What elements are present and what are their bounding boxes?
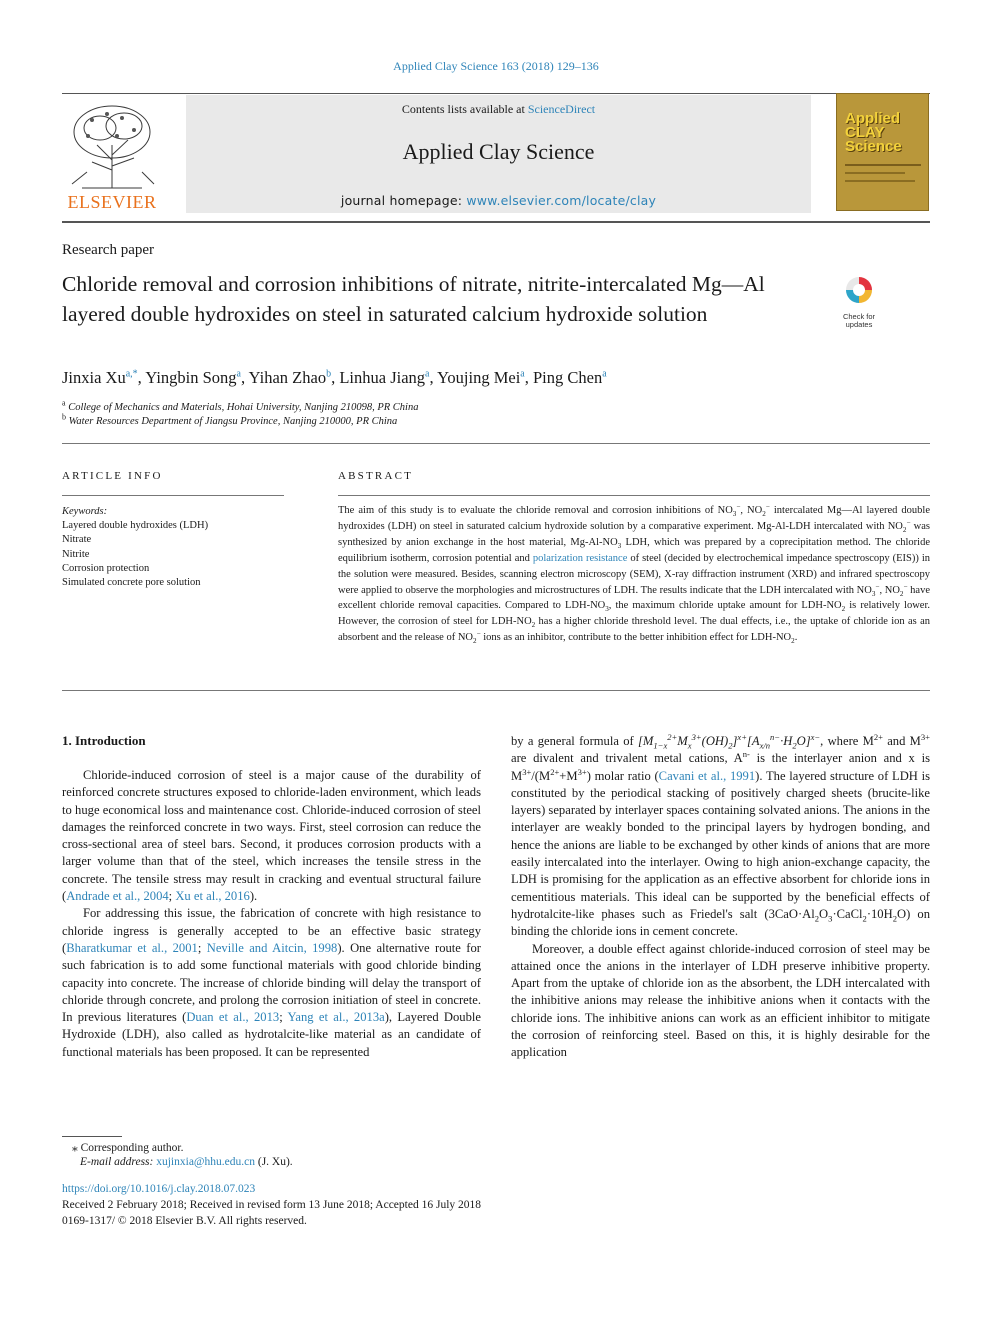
abstract-text: The aim of this study is to evaluate the chloride removal and corrosion inhibitions of $NO_3^-$, $NO_2^-$ intercalated Mg—Al layered double hydroxides (LDH) on steel in saturated calcium hydroxide solution by a comparative experiment. Mg-Al-LDH intercalated with $NO_2^-$ was synthesized by anion exchange in the host material, $Mg-Al-NO_3$ LDH, which was prepared by a coprecipitation method. The chloride equilibrium isotherm, corrosion potential and polarization resistance of steel (decided by electrochemical impedance spectroscopy (EIS)) in the solution were measured. Besides, scanning electron microscopy (SEM), X-ray diffraction instrument (XRD) and infrared spectroscopy were applied to observe the morphologies and microstructures of LDH. The results indicate that the LDH intercalated with $NO_3^-$, $NO_2^-$ have excellent chloride removal capacities. Compared to LDH-$NO_3$, the maximum chloride uptake amount for LDH-$NO_2$ is relatively lower. However, the corrosion of steel for LDH-$NO_2$ has a higher chloride threshold level. The dual effects, i.e., the uptake of chloride ion as an absorbent and the release of $NO_2^-$ ions as an inhibitor, contribute to the better inhibition effect for LDH-$NO_2$. (338, 502, 931, 646)
citation-link[interactable]: Duan et al., 2013 (186, 1010, 280, 1025)
header-bottom-rule (62, 221, 930, 223)
body-left-column (62, 767, 481, 1061)
contents-prefix: Contents lists available at (401, 102, 528, 116)
citation-link[interactable]: Neville and Aitcin, 1998 (206, 940, 338, 955)
article-info-heading: ARTICLE INFO (62, 470, 163, 482)
affiliation (62, 398, 419, 413)
cover-rule (845, 172, 905, 174)
footnote-rule (62, 1136, 122, 1137)
paragraph: Moreover, a double effect against chloride-induced corrosion of steel may be attained once the anions in the interlayer of LDH preserve inhibitive property. Apart from the uptake of chloride ion as the absorbent, the LDH intercalated with the inhibitive anions may release the inhibitive anions when it contacts with the chloride ions. The inhibitive anions can work as an efficient inhibitor to mitigate the corrosion of reinforcing steel. Based on this, it is highly desirable for the application (511, 941, 930, 1060)
keyword: Nitrite (62, 548, 90, 560)
paragraph: Chloride-induced corrosion of steel is a major cause of the durability of reinforced concrete structures exposed to chloride-laden environment, which leads to huge economical loss and maintenance cost. Chloride-induced corrosion of steel damages the reinforced concrete in two ways. First, steel corrosion can reduce the cross-sectional area of steel bars. Second, it produces corrosion products with a larger volume than that of the steel, which increases the tensile stress in the concrete. The tensile stress may result in cracking and eventual structural failure (Andrade et al., 2004; Xu et al., 2016). (62, 768, 481, 904)
title-block-rule (62, 443, 930, 444)
affiliation-text: College of Mechanics and Materials, Hohai University, Nanjing 210098, PR China (68, 402, 419, 413)
citation-link[interactable]: Bharatkumar et al., 2001 (66, 940, 198, 955)
corresponding-author-note: ⁎ Corresponding author. (72, 1142, 184, 1154)
affiliation-mark: b (62, 412, 66, 422)
body-right-column (511, 733, 930, 1062)
sciencedirect-link[interactable]: ScienceDirect (527, 102, 596, 116)
author-affiliation-mark[interactable]: a (602, 368, 607, 380)
contents-line (186, 102, 811, 117)
crossmark-icon (836, 274, 882, 308)
journal-name: Applied Clay Science (402, 139, 595, 164)
author-name[interactable]: Yihan Zhao (248, 368, 327, 387)
article-type: Research paper (62, 242, 155, 258)
author-affiliation-mark[interactable]: a (236, 368, 241, 380)
elsevier-logo (62, 100, 162, 212)
author-affiliation-mark[interactable]: a (520, 368, 525, 380)
copyright: 0169-1317/ © 2018 Elsevier B.V. All rights reserved. (62, 1215, 307, 1227)
abstract-rule (338, 495, 930, 496)
email-note: E-mail address: xujinxia@hhu.edu.cn (J. Xu). (80, 1156, 293, 1168)
author-name[interactable]: Linhua Jiang (339, 368, 426, 387)
homepage-prefix: journal homepage: (340, 193, 467, 208)
received-dates: Received 2 February 2018; Received in revised form 13 June 2018; Accepted 16 July 2018 (62, 1199, 482, 1211)
header-top-rule (62, 93, 930, 94)
keywords-label: Keywords: (62, 506, 108, 517)
keyword: Corrosion protection (62, 562, 150, 574)
author-list: Jinxia $Xu^{a,*}$, Yingbin Song$^a$, Yihan Zhao$^b$, Linhua Jiang$^a$, Youjing Mei$^a$, Ping Chen$^a$ (62, 368, 607, 387)
homepage-line (186, 193, 811, 208)
elsevier-wordmark: ELSEVIER (67, 192, 157, 212)
citation-link[interactable]: Andrade et al., 2004 (66, 889, 169, 904)
journal-citation[interactable]: Applied Clay Science 163 (2018) 129–136 (393, 59, 599, 73)
article-info-rule (62, 495, 284, 496)
citation-link[interactable]: Cavani et al., 1991 (658, 768, 756, 783)
homepage-link[interactable]: www.elsevier.com/locate/clay (466, 193, 657, 208)
check-for-updates-badge[interactable] (836, 274, 882, 329)
author-name[interactable]: Jinxia Xu (62, 368, 126, 387)
cover-rule (845, 164, 921, 166)
section-heading: 1. Introduction (62, 733, 146, 748)
ldh-formula: $[M_{1-x}^{2+}M_x^{3+}(OH)_2]^{x+}[A_{x/n}^{n-}\cdot H_2O]^{x-}$ (638, 731, 821, 751)
cover-rule (845, 180, 915, 182)
author-affiliation-mark[interactable]: a (425, 368, 430, 380)
citation-link[interactable]: Xu et al., 2016 (175, 889, 250, 904)
cover-title: Applied CLAY Science (845, 110, 902, 155)
keywords-list (62, 505, 208, 590)
author-name[interactable]: Youjing Mei (437, 368, 521, 387)
abstract-bottom-rule (62, 690, 930, 691)
keyword: Nitrate (62, 534, 92, 546)
keyword: Simulated concrete pore solution (62, 577, 201, 589)
author-name[interactable]: Ping Chen (532, 368, 603, 387)
author-affiliation-mark[interactable]: b (326, 368, 332, 380)
journal-cover-image (836, 93, 929, 211)
doi-link[interactable]: https://doi.org/10.1016/j.clay.2018.07.023 (62, 1183, 256, 1195)
affiliation-mark: a (62, 398, 66, 408)
author-affiliation-mark[interactable]: a,* (125, 368, 138, 380)
abstract-heading: ABSTRACT (338, 470, 414, 482)
paragraph: For addressing this issue, the fabrication of concrete with high resistance to chloride ingress is generally accepted to be an effective basic strategy (Bharatkumar et al., 2001; Neville and Aitcin, 1998). One alternative route for such fabrication is to add some functional materials with good chloride binding capacity into concrete. The increase of chloride binding will delay the transport of chloride through concrete, and prolong the corrosion initiation of steel in concrete. In previous literatures (Duan et al., 2013; Yang et al., 2013a), Layered Double Hydroxide (LDH), also called as hydrotalcite-like material as an candidate of functional materials has been proposed. It can be represented (62, 906, 481, 1059)
crossmark-label: Check for updates (842, 312, 876, 329)
keyword: Layered double hydroxides (LDH) (62, 520, 209, 532)
article-title: Chloride removal and corrosion inhibitions of nitrate, nitrite-intercalated Mg—Al layered double hydroxides on steel in saturated calcium hydroxide solution (62, 272, 765, 326)
affiliation-text: Water Resources Department of Jiangsu Province, Nanjing 210000, PR China (68, 416, 398, 427)
polarization-resistance-link[interactable]: polarization resistance (532, 552, 628, 564)
paragraph: by a general formula of $[M_{1-x}^{2+}M_x^{3+}(OH)_2]^{x+}[A_{x/n}^{n-}\cdot H_2O]^{x-}$, where $M^{2+}$ and $M^{3+}$ are divalent and trivalent metal cations, $A^{n-}$ is the interlayer anion and x is $M^{3+}/(M^{2+}+M^{3+})$ molar ratio (Cavani et al., 1991). The layered structure of LDH is constituted by the periodical stacking of positively charged sheets (brucite-like layers) separated by interlayer spaces containing solvated anions. The anions in the interlayer are weakly bonded to the principal layers by hydrogen bonding, and hence the anions are liable to be exchanged by other kinds of anions that are more easily intercalated into the interlayer. Owing to high anion-exchange capacity, the LDH is promising for the application as an effective absorbent for chloride ions in cementitious materials. This ideal can be supported by the beneficial effects of hydrotalcite-like phases such as Friedel's salt $(3CaO\cdot Al_2O_3\cdot CaCl_2\cdot 10H_2O)$ on binding the chloride ions in cement concrete. (511, 731, 931, 939)
affiliation (62, 412, 398, 427)
citation-link[interactable]: Yang et al., 2013a (287, 1010, 385, 1025)
author-name[interactable]: Yingbin Song (145, 368, 237, 387)
email-link[interactable]: xujinxia@hhu.edu.cn (156, 1156, 255, 1168)
